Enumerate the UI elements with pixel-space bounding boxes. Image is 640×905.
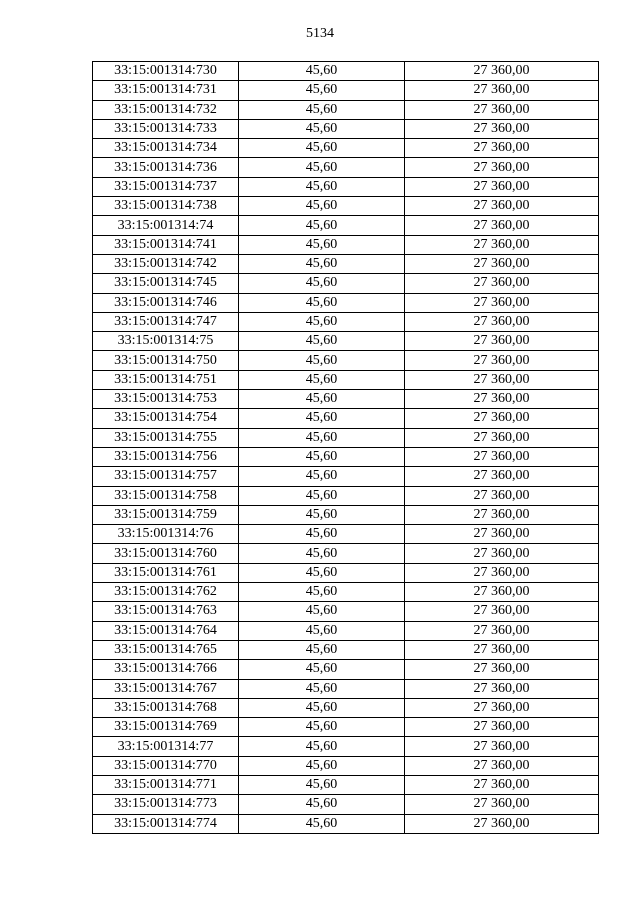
area-cell: 45,60	[239, 81, 405, 100]
cadastral-number-cell: 33:15:001314:745	[93, 274, 239, 293]
cadastral-number-cell: 33:15:001314:75	[93, 332, 239, 351]
table-row	[93, 756, 599, 775]
value-cell: 27 360,00	[405, 737, 599, 756]
page-number: 5134	[306, 26, 334, 41]
area-cell: 45,60	[239, 544, 405, 563]
value-cell: 27 360,00	[405, 563, 599, 582]
table-row	[93, 139, 599, 158]
area-cell: 45,60	[239, 139, 405, 158]
area-cell: 45,60	[239, 119, 405, 138]
cadastral-number-cell: 33:15:001314:730	[93, 62, 239, 81]
area-cell: 45,60	[239, 447, 405, 466]
value-cell: 27 360,00	[405, 467, 599, 486]
table-row	[93, 312, 599, 331]
area-cell: 45,60	[239, 312, 405, 331]
table-row	[93, 370, 599, 389]
area-cell: 45,60	[239, 525, 405, 544]
value-cell: 27 360,00	[405, 583, 599, 602]
value-cell: 27 360,00	[405, 795, 599, 814]
table-row	[93, 447, 599, 466]
area-cell: 45,60	[239, 177, 405, 196]
table-row	[93, 814, 599, 833]
table-row	[93, 505, 599, 524]
cadastral-number-cell: 33:15:001314:758	[93, 486, 239, 505]
table-row	[93, 640, 599, 659]
cadastral-number-cell: 33:15:001314:755	[93, 428, 239, 447]
area-cell: 45,60	[239, 563, 405, 582]
area-cell: 45,60	[239, 254, 405, 273]
table-row	[93, 737, 599, 756]
value-cell: 27 360,00	[405, 100, 599, 119]
area-cell: 45,60	[239, 505, 405, 524]
value-cell: 27 360,00	[405, 274, 599, 293]
value-cell: 27 360,00	[405, 602, 599, 621]
cadastral-number-cell: 33:15:001314:734	[93, 139, 239, 158]
cadastral-number-cell: 33:15:001314:76	[93, 525, 239, 544]
value-cell: 27 360,00	[405, 660, 599, 679]
cadastral-number-cell: 33:15:001314:754	[93, 409, 239, 428]
value-cell: 27 360,00	[405, 544, 599, 563]
cadastral-number-cell: 33:15:001314:74	[93, 216, 239, 235]
value-cell: 27 360,00	[405, 332, 599, 351]
cadastral-number-cell: 33:15:001314:771	[93, 775, 239, 794]
cadastral-number-cell: 33:15:001314:750	[93, 351, 239, 370]
area-cell: 45,60	[239, 409, 405, 428]
value-cell: 27 360,00	[405, 486, 599, 505]
table-row	[93, 390, 599, 409]
data-table	[92, 61, 599, 834]
area-cell: 45,60	[239, 698, 405, 717]
cadastral-number-cell: 33:15:001314:766	[93, 660, 239, 679]
cadastral-number-cell: 33:15:001314:763	[93, 602, 239, 621]
cadastral-number-cell: 33:15:001314:756	[93, 447, 239, 466]
table-row	[93, 177, 599, 196]
area-cell: 45,60	[239, 274, 405, 293]
area-cell: 45,60	[239, 756, 405, 775]
value-cell: 27 360,00	[405, 505, 599, 524]
area-cell: 45,60	[239, 100, 405, 119]
value-cell: 27 360,00	[405, 312, 599, 331]
area-cell: 45,60	[239, 351, 405, 370]
value-cell: 27 360,00	[405, 293, 599, 312]
area-cell: 45,60	[239, 293, 405, 312]
area-cell: 45,60	[239, 583, 405, 602]
value-cell: 27 360,00	[405, 139, 599, 158]
table-row	[93, 216, 599, 235]
table-row	[93, 409, 599, 428]
table-row	[93, 679, 599, 698]
value-cell: 27 360,00	[405, 177, 599, 196]
cadastral-number-cell: 33:15:001314:751	[93, 370, 239, 389]
cadastral-number-cell: 33:15:001314:742	[93, 254, 239, 273]
area-cell: 45,60	[239, 370, 405, 389]
area-cell: 45,60	[239, 62, 405, 81]
table-row	[93, 197, 599, 216]
cadastral-number-cell: 33:15:001314:738	[93, 197, 239, 216]
area-cell: 45,60	[239, 814, 405, 833]
cadastral-number-cell: 33:15:001314:769	[93, 718, 239, 737]
area-cell: 45,60	[239, 390, 405, 409]
table-row	[93, 254, 599, 273]
table-row	[93, 351, 599, 370]
area-cell: 45,60	[239, 718, 405, 737]
area-cell: 45,60	[239, 679, 405, 698]
cadastral-number-cell: 33:15:001314:764	[93, 621, 239, 640]
value-cell: 27 360,00	[405, 447, 599, 466]
table-row	[93, 62, 599, 81]
value-cell: 27 360,00	[405, 428, 599, 447]
cadastral-number-cell: 33:15:001314:773	[93, 795, 239, 814]
cadastral-number-cell: 33:15:001314:761	[93, 563, 239, 582]
table-row	[93, 467, 599, 486]
area-cell: 45,60	[239, 158, 405, 177]
area-cell: 45,60	[239, 660, 405, 679]
table-row	[93, 621, 599, 640]
area-cell: 45,60	[239, 235, 405, 254]
table-row	[93, 698, 599, 717]
table-body	[93, 62, 599, 834]
cadastral-number-cell: 33:15:001314:770	[93, 756, 239, 775]
table-row	[93, 660, 599, 679]
cadastral-number-cell: 33:15:001314:733	[93, 119, 239, 138]
cadastral-number-cell: 33:15:001314:741	[93, 235, 239, 254]
table-row	[93, 583, 599, 602]
value-cell: 27 360,00	[405, 370, 599, 389]
table-row	[93, 119, 599, 138]
table-row	[93, 100, 599, 119]
cadastral-number-cell: 33:15:001314:732	[93, 100, 239, 119]
value-cell: 27 360,00	[405, 119, 599, 138]
area-cell: 45,60	[239, 795, 405, 814]
cadastral-number-cell: 33:15:001314:762	[93, 583, 239, 602]
area-cell: 45,60	[239, 467, 405, 486]
cadastral-number-cell: 33:15:001314:760	[93, 544, 239, 563]
table-row	[93, 795, 599, 814]
value-cell: 27 360,00	[405, 351, 599, 370]
table-row	[93, 274, 599, 293]
area-cell: 45,60	[239, 640, 405, 659]
cadastral-number-cell: 33:15:001314:774	[93, 814, 239, 833]
area-cell: 45,60	[239, 737, 405, 756]
value-cell: 27 360,00	[405, 62, 599, 81]
area-cell: 45,60	[239, 216, 405, 235]
value-cell: 27 360,00	[405, 640, 599, 659]
area-cell: 45,60	[239, 332, 405, 351]
value-cell: 27 360,00	[405, 254, 599, 273]
value-cell: 27 360,00	[405, 621, 599, 640]
table-row	[93, 428, 599, 447]
table-row	[93, 563, 599, 582]
area-cell: 45,60	[239, 602, 405, 621]
value-cell: 27 360,00	[405, 814, 599, 833]
cadastral-number-cell: 33:15:001314:747	[93, 312, 239, 331]
value-cell: 27 360,00	[405, 235, 599, 254]
cadastral-number-cell: 33:15:001314:746	[93, 293, 239, 312]
value-cell: 27 360,00	[405, 390, 599, 409]
area-cell: 45,60	[239, 197, 405, 216]
table-row	[93, 293, 599, 312]
value-cell: 27 360,00	[405, 216, 599, 235]
cadastral-number-cell: 33:15:001314:757	[93, 467, 239, 486]
table-row	[93, 718, 599, 737]
value-cell: 27 360,00	[405, 158, 599, 177]
table-row	[93, 544, 599, 563]
value-cell: 27 360,00	[405, 698, 599, 717]
table-row	[93, 775, 599, 794]
value-cell: 27 360,00	[405, 679, 599, 698]
value-cell: 27 360,00	[405, 756, 599, 775]
cadastral-number-cell: 33:15:001314:737	[93, 177, 239, 196]
cadastral-number-cell: 33:15:001314:731	[93, 81, 239, 100]
cadastral-number-cell: 33:15:001314:767	[93, 679, 239, 698]
area-cell: 45,60	[239, 775, 405, 794]
area-cell: 45,60	[239, 486, 405, 505]
cadastral-number-cell: 33:15:001314:736	[93, 158, 239, 177]
value-cell: 27 360,00	[405, 81, 599, 100]
cadastral-number-cell: 33:15:001314:768	[93, 698, 239, 717]
table-row	[93, 158, 599, 177]
cadastral-number-cell: 33:15:001314:765	[93, 640, 239, 659]
table-row	[93, 525, 599, 544]
area-cell: 45,60	[239, 428, 405, 447]
cadastral-number-cell: 33:15:001314:753	[93, 390, 239, 409]
table-row	[93, 332, 599, 351]
table-row	[93, 486, 599, 505]
cadastral-number-cell: 33:15:001314:759	[93, 505, 239, 524]
cadastral-number-cell: 33:15:001314:77	[93, 737, 239, 756]
table-row	[93, 81, 599, 100]
value-cell: 27 360,00	[405, 718, 599, 737]
value-cell: 27 360,00	[405, 197, 599, 216]
value-cell: 27 360,00	[405, 525, 599, 544]
table-row	[93, 235, 599, 254]
value-cell: 27 360,00	[405, 409, 599, 428]
table-row	[93, 602, 599, 621]
value-cell: 27 360,00	[405, 775, 599, 794]
area-cell: 45,60	[239, 621, 405, 640]
